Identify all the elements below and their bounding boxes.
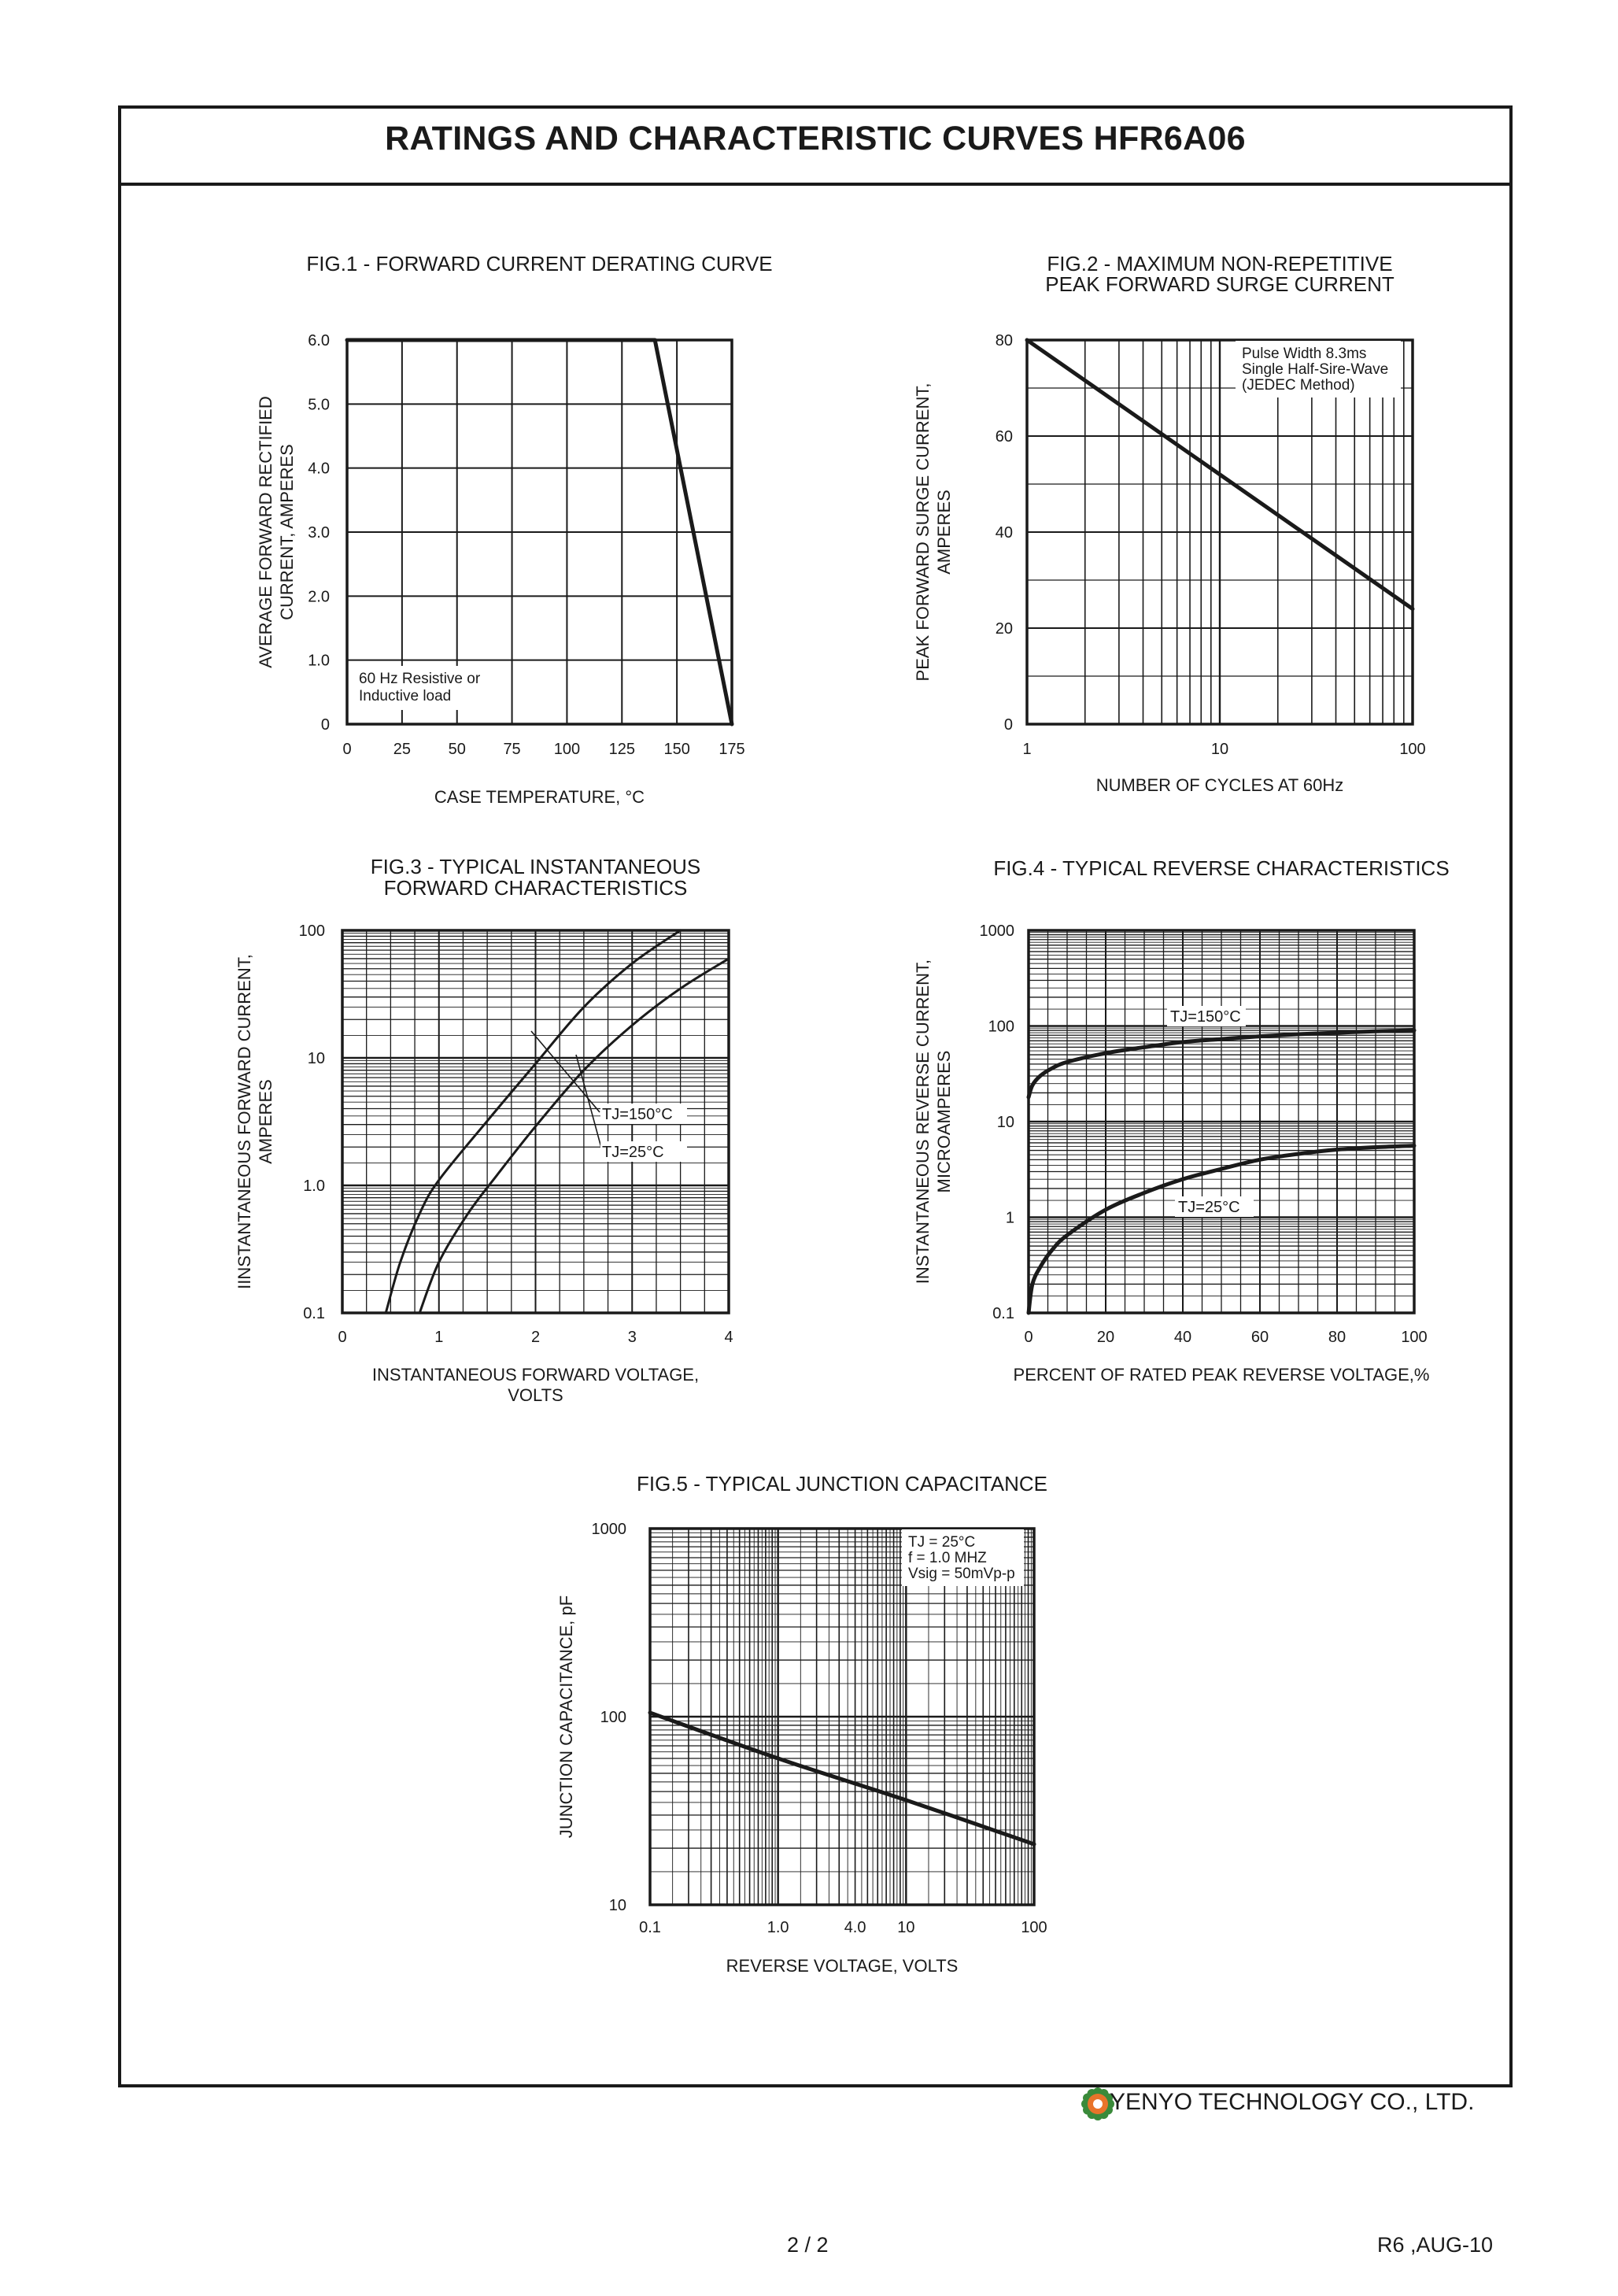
fig4-y-tick-label: 1 [1005, 1209, 1014, 1227]
fig2-title: FIG.2 - MAXIMUM NON-REPETITIVE [1047, 252, 1393, 275]
fig1-y-tick-label: 4.0 [308, 460, 330, 478]
fig1-y-tick-label: 3.0 [308, 524, 330, 542]
fig1-x-tick-label: 125 [608, 741, 635, 758]
fig3-series-label: TJ=150°C [602, 1106, 673, 1123]
fig5-title: FIG.5 - TYPICAL JUNCTION CAPACITANCE [637, 1472, 1047, 1496]
fig3-y-axis-label: AMPERES [256, 1079, 275, 1164]
fig2-y-tick-label: 80 [995, 332, 1013, 349]
fig2-y-tick-label: 20 [995, 620, 1013, 638]
fig5-chart [556, 1472, 1047, 1976]
fig1-y-tick-label: 6.0 [308, 332, 330, 349]
fig4-title: FIG.4 - TYPICAL REVERSE CHARACTERISTICS [993, 856, 1450, 880]
fig1-x-tick-label: 25 [393, 741, 411, 758]
fig3-x-axis-label: INSTANTANEOUS FORWARD VOLTAGE, [371, 1365, 700, 1385]
fig3-title: FIG.3 - TYPICAL INSTANTANEOUS [370, 855, 701, 878]
fig4-y-tick-label: 1000 [979, 922, 1014, 940]
fig4-x-tick-label: 100 [1401, 1329, 1428, 1346]
fig5-x-tick-label: 10 [897, 1919, 915, 1936]
fig5-x-axis-label: REVERSE VOLTAGE, VOLTS [726, 1956, 959, 1976]
fig3-y-tick-label: 0.1 [303, 1305, 325, 1322]
fig4-x-tick-label: 0 [1024, 1329, 1033, 1346]
company-name: YENYO TECHNOLOGY CO., LTD. [1110, 2089, 1475, 2115]
fig1-y-tick-label: 2.0 [308, 588, 330, 606]
fig1-x-axis-label: CASE TEMPERATURE, °C [434, 787, 645, 807]
page-number: 2 / 2 [787, 2233, 829, 2257]
fig4-y-tick-label: 100 [988, 1018, 1014, 1036]
fig2-y-tick-label: 40 [995, 524, 1013, 542]
fig2-annotation: Single Half-Sire-Wave [1242, 361, 1389, 378]
fig5-annotation: TJ = 25°C [908, 1534, 976, 1551]
fig5-y-tick-label: 1000 [591, 1521, 626, 1538]
fig3-y-axis-label: IINSTANTANEOUS FORWARD CURRENT, [235, 954, 254, 1289]
fig1-y-axis-label: AVERAGE FORWARD RECTIFIED [256, 396, 275, 668]
fig4-grid [1029, 930, 1414, 1313]
fig1-chart [256, 252, 773, 807]
fig5-annotation: f = 1.0 MHZ [908, 1550, 987, 1566]
fig5-x-tick-label: 100 [1021, 1919, 1047, 1936]
fig1-x-tick-label: 100 [553, 741, 581, 758]
fig5-annotation: Vsig = 50mVp-p [908, 1566, 1015, 1582]
fig3-title: FORWARD CHARACTERISTICS [383, 876, 688, 900]
fig4-x-tick-label: 80 [1328, 1329, 1346, 1346]
fig5-x-tick-label: 4.0 [844, 1919, 866, 1936]
fig4-chart [913, 856, 1450, 1385]
fig1-x-tick-label: 175 [718, 741, 745, 758]
fig3-x-tick-label: 4 [724, 1329, 733, 1346]
fig4-x-tick-label: 60 [1250, 1329, 1269, 1346]
fig5-series-1 [650, 1713, 1034, 1844]
fig4-series-label: TJ=25°C [1178, 1199, 1240, 1216]
page-title: RATINGS AND CHARACTERISTIC CURVES HFR6A06 [385, 120, 1246, 157]
fig4-y-axis-label: INSTANTANEOUS REVERSE CURRENT, [913, 959, 933, 1285]
fig2-y-axis-label: AMPERES [934, 490, 954, 575]
fig3-series-label: TJ=25°C [602, 1144, 664, 1161]
fig4-series-label: TJ=150°C [1170, 1008, 1241, 1026]
fig1-annotation: Inductive load [359, 688, 452, 704]
fig4-x-tick-label: 20 [1096, 1329, 1115, 1346]
fig1-x-tick-label: 0 [342, 741, 352, 758]
fig3-x-tick-label: 3 [627, 1329, 637, 1346]
fig1-annotation: 60 Hz Resistive or [359, 671, 481, 687]
fig1-y-tick-label: 1.0 [308, 652, 330, 670]
fig3-series-2 [419, 959, 729, 1313]
fig2-x-tick-label: 10 [1210, 741, 1229, 758]
fig1-y-tick-label: 5.0 [308, 396, 330, 414]
fig4-x-axis-label: PERCENT OF RATED PEAK REVERSE VOLTAGE,% [1013, 1365, 1430, 1385]
fig5-y-tick-label: 100 [600, 1709, 626, 1726]
fig2-y-tick-label: 0 [1003, 716, 1013, 734]
fig4-y-axis-label: MICROAMPERES [934, 1050, 954, 1193]
fig3-y-tick-label: 1.0 [303, 1178, 325, 1195]
fig2-x-axis-label: NUMBER OF CYCLES AT 60Hz [1095, 775, 1344, 795]
fig2-title: PEAK FORWARD SURGE CURRENT [1045, 272, 1395, 296]
fig3-x-axis-label: VOLTS [508, 1385, 563, 1405]
fig3-chart [235, 855, 733, 1405]
fig3-y-tick-label: 100 [298, 922, 325, 940]
revision-date: R6 ,AUG-10 [1377, 2233, 1494, 2257]
fig4-y-tick-label: 0.1 [992, 1305, 1014, 1322]
fig2-annotation: (JEDEC Method) [1242, 377, 1355, 394]
fig4-y-tick-label: 10 [996, 1114, 1014, 1131]
fig5-x-tick-label: 1.0 [767, 1919, 789, 1936]
fig1-x-tick-label: 75 [503, 741, 521, 758]
fig3-x-tick-label: 2 [530, 1329, 541, 1346]
fig1-y-axis-label: CURRENT, AMPERES [277, 444, 297, 620]
fig1-title: FIG.1 - FORWARD CURRENT DERATING CURVE [306, 252, 773, 275]
fig2-grid [1027, 340, 1413, 724]
fig2-x-tick-label: 100 [1399, 741, 1426, 758]
fig1-x-tick-label: 50 [448, 741, 466, 758]
fig3-y-tick-label: 10 [307, 1050, 325, 1067]
fig2-annotation: Pulse Width 8.3ms [1242, 346, 1367, 362]
fig4-x-tick-label: 40 [1173, 1329, 1192, 1346]
fig2-x-tick-label: 1 [1022, 741, 1032, 758]
fig5-y-tick-label: 10 [608, 1897, 626, 1914]
fig5-x-tick-label: 0.1 [639, 1919, 661, 1936]
fig3-x-tick-label: 0 [338, 1329, 347, 1346]
fig1-y-tick-label: 0 [320, 716, 330, 734]
fig3-x-tick-label: 1 [434, 1329, 444, 1346]
fig5-y-axis-label: JUNCTION CAPACITANCE, pF [556, 1595, 576, 1839]
fig2-chart [913, 252, 1426, 795]
fig2-y-axis-label: PEAK FORWARD SURGE CURRENT, [913, 383, 933, 682]
fig1-x-tick-label: 150 [663, 741, 690, 758]
fig2-y-tick-label: 60 [995, 428, 1013, 446]
